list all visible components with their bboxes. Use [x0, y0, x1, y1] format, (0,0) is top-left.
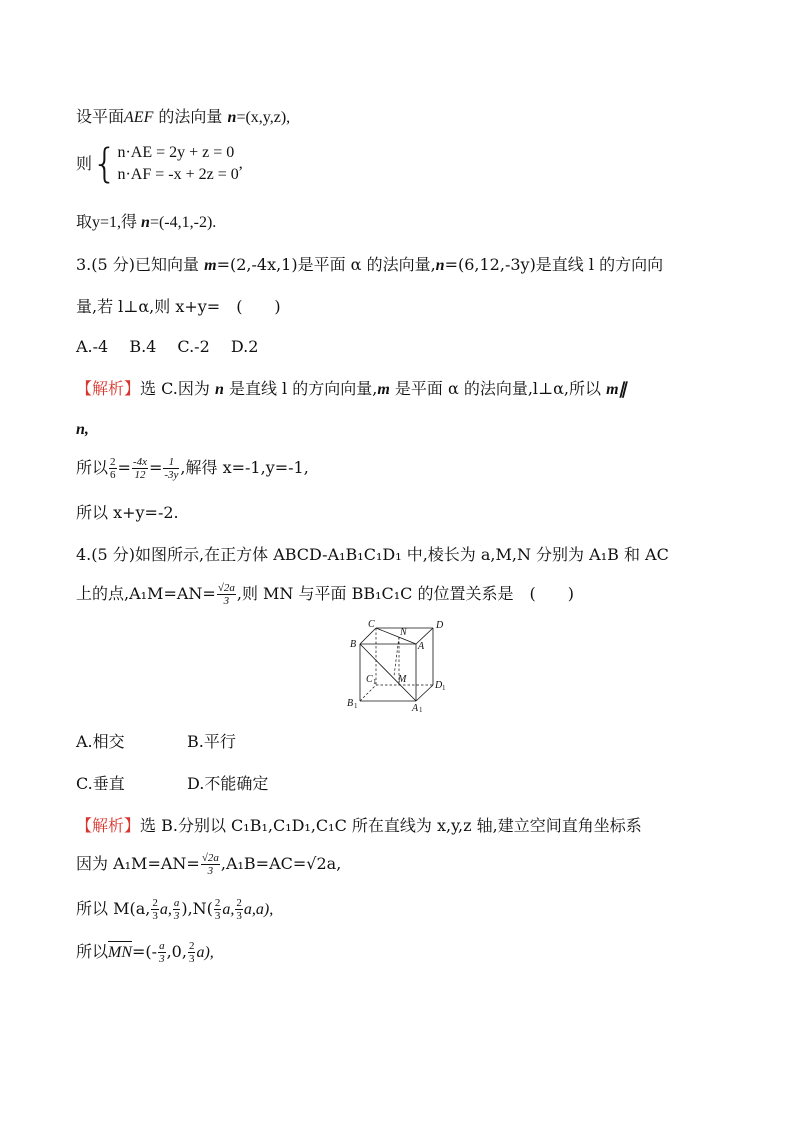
fraction: [151, 897, 159, 922]
text: a),: [196, 944, 214, 961]
q3-analysis-line-2: [76, 418, 89, 441]
analysis-tag: 【解析】: [76, 816, 141, 835]
q4-analysis-line-3: [76, 897, 273, 922]
denominator: 3: [236, 910, 242, 922]
text: 上的点,A₁M=AN=: [76, 584, 216, 603]
text: =(6,12,-3y)是直线 l 的方向向: [444, 255, 664, 274]
options-text: A.-4 B.4 C.-2 D.2: [76, 337, 259, 356]
text: 所以 M(a,: [76, 899, 151, 918]
text: 因为 A₁M=AN=: [76, 854, 200, 873]
numerator: a: [159, 940, 165, 952]
q3-stem-line-2: [76, 296, 281, 318]
numerator: 1: [163, 456, 179, 469]
option-d: D.不能确定: [187, 774, 269, 793]
fraction: [214, 897, 222, 922]
label-C1: C: [366, 674, 373, 685]
numerator: √2a: [201, 852, 219, 864]
text: y=1,得: [92, 214, 142, 231]
text: 3.(5 分)已知向量: [76, 255, 205, 274]
q3-ratio-line: 所以 $\frac{2}{6}$ = $\frac{-4x}{12}$ = $\frac{1}{-3y}$ ,解得 x=-1,y=-1,: [76, 456, 309, 481]
text: a,: [159, 901, 172, 918]
q3-options: [76, 336, 258, 358]
numerator: 2: [214, 897, 221, 909]
label-M: M: [398, 674, 407, 685]
q3-result: [76, 502, 179, 524]
equation-2: n·AF = -x + 2z = 0: [117, 166, 239, 183]
vector-m: m: [204, 257, 217, 274]
denominator: 3: [214, 910, 221, 922]
vector-m: m∥: [606, 381, 627, 398]
label-A1: A: [412, 703, 419, 712]
intro-line-1: [76, 106, 290, 129]
text: ,: [238, 155, 243, 172]
numerator: 2: [110, 456, 116, 468]
text: a,: [222, 901, 235, 918]
text: ,解得 x=-1,y=-1,: [180, 458, 309, 477]
text: 的法向量: [153, 107, 228, 126]
q3-stem-line-1: [76, 254, 663, 277]
fraction: [235, 897, 243, 922]
text: 选 B.分别以 C₁B₁,C₁D₁,C₁C 所在直线为 x,y,z 轴,建立空间直角坐标系: [140, 816, 642, 835]
label-C: C: [368, 620, 375, 630]
text: 4.(5 分)如图所示,在正方体 ABCD-A₁B₁C₁D₁ 中,棱长为 a,M,N 分别为 A₁B 和 AC: [76, 545, 669, 564]
q3-analysis-line-1: [76, 378, 627, 401]
q4-stem-line-1: [76, 544, 669, 566]
text: ,则 MN 与平面 BB₁C₁C 的位置关系是 ( ): [236, 584, 574, 603]
denominator: 3: [207, 865, 214, 877]
text: ),N(: [181, 899, 213, 918]
text: =(2,-4x,1)是平面 α 的法向量,: [216, 255, 436, 274]
fraction: [217, 582, 236, 607]
fraction: [132, 456, 148, 481]
text: 则: [76, 154, 93, 173]
text: 选 C.因为: [140, 379, 215, 398]
option-c: C.垂直: [76, 774, 125, 793]
text: a,a),: [243, 901, 274, 918]
plane-name: AEF: [124, 109, 154, 126]
fraction: [173, 897, 181, 922]
q4-analysis-line-4: [76, 940, 214, 965]
numerator: 2: [188, 940, 195, 952]
numerator: 2: [152, 897, 158, 909]
text: =(-4,1,-2).: [149, 214, 217, 231]
cube-figure: [346, 620, 456, 712]
denominator: 3: [173, 910, 180, 922]
numerator: √2a: [217, 582, 235, 594]
text: 所以: [76, 942, 109, 961]
cube-diagram: [346, 620, 456, 712]
text: 设平面: [76, 107, 125, 126]
label-B: B: [350, 639, 357, 650]
denominator: 3: [223, 595, 230, 607]
fraction: [163, 456, 179, 481]
option-a: A.相交: [76, 732, 125, 751]
label-C1-sub: 1: [373, 678, 377, 686]
text: =(-: [132, 942, 158, 961]
vector-mn: MN: [108, 942, 132, 964]
text: =(x,y,z),: [236, 109, 291, 126]
text: 是直线 l 的方向向量,: [223, 379, 378, 398]
vector-n: n: [141, 214, 150, 231]
system-lines: [117, 142, 238, 186]
denominator: -3y: [164, 469, 179, 481]
label-N: N: [400, 627, 407, 638]
label-D1: D: [435, 680, 443, 691]
vector-m: m: [377, 381, 390, 398]
q4-analysis-line-2: [76, 852, 341, 877]
text: 量,若 l⊥α,则 x+y= ( ): [76, 297, 281, 316]
q4-analysis-line-1: [76, 815, 642, 837]
q4-options-row-1: [76, 731, 236, 753]
label-B1-sub: 1: [354, 702, 358, 710]
vector-n: n: [435, 257, 445, 274]
vector-n: n,: [76, 421, 89, 438]
q4-options-row-2: [76, 773, 268, 795]
intro-line-3: [76, 211, 216, 234]
label-A: A: [418, 641, 425, 652]
label-A1-sub: 1: [419, 706, 423, 712]
fraction: [158, 940, 166, 965]
text: 取: [76, 212, 93, 231]
denominator: 6: [110, 469, 116, 481]
vector-n: n: [227, 109, 237, 126]
denominator: 3: [159, 953, 165, 965]
denominator: 12: [134, 469, 146, 481]
denominator: 3: [188, 953, 195, 965]
analysis-tag: 【解析】: [76, 379, 141, 398]
numerator: 2: [236, 897, 242, 909]
text: ,A₁B=AC=√2a,: [220, 854, 342, 873]
fraction: [201, 852, 220, 877]
fraction: [109, 456, 117, 481]
brace-icon: {: [92, 141, 118, 187]
vector-n: n: [214, 381, 224, 398]
text: 所以 x+y=-2.: [76, 503, 179, 522]
q4-stem-line-2: [76, 582, 574, 607]
numerator: -4x: [132, 456, 147, 468]
text: ,0,: [166, 942, 187, 961]
label-D: D: [436, 620, 444, 631]
equation-1: n·AE = 2y + z = 0: [117, 144, 235, 161]
text: 所以: [76, 458, 109, 477]
fraction: [188, 940, 196, 965]
label-B1: B: [347, 698, 354, 709]
option-b: B.平行: [187, 732, 236, 751]
label-D1-sub: 1: [442, 684, 446, 692]
denominator: 3: [152, 910, 158, 922]
numerator: a: [173, 897, 180, 909]
equation-system: [76, 142, 243, 186]
text: 是平面 α 的法向量,l⊥α,所以: [389, 379, 607, 398]
